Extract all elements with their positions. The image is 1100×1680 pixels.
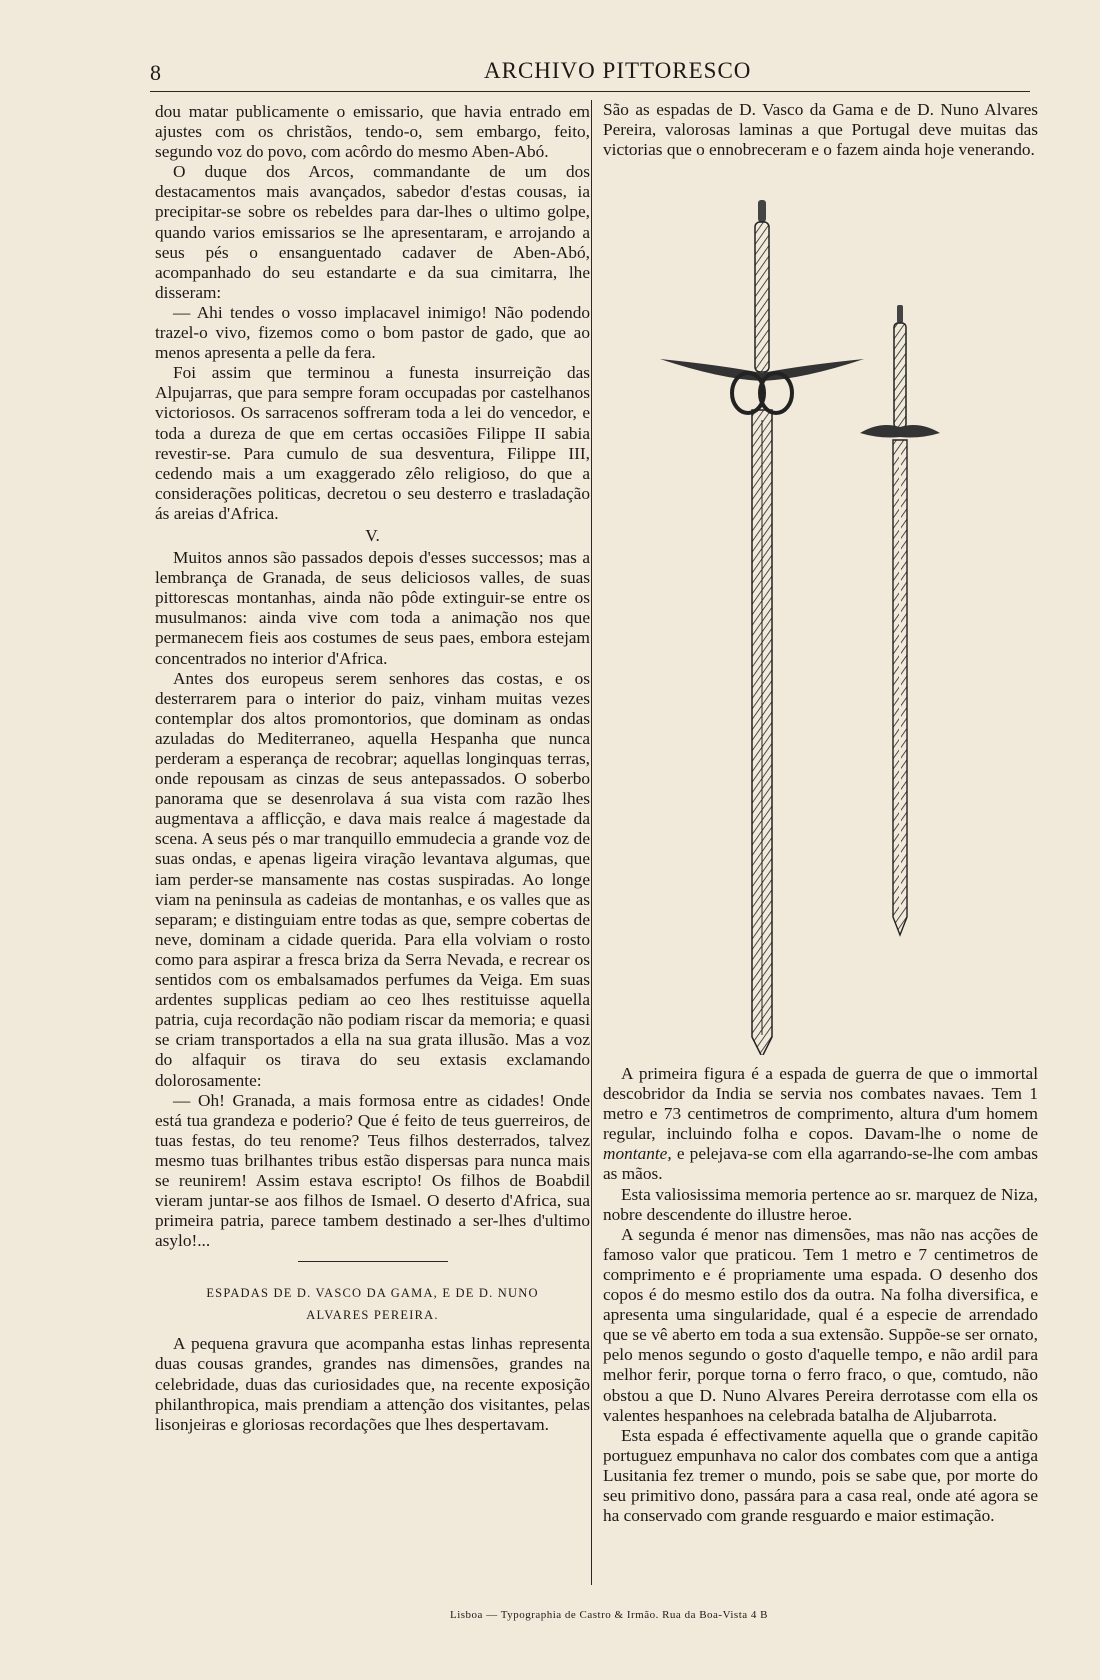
paragraph: dou matar publicamente o emissario, que havia entrado em ajustes com os christãos, tendo-o, sem embargo, feito, segundo voz do povo, com acôrdo do mesmo Aben-Abó. [155,102,590,162]
paragraph: São as espadas de D. Vasco da Gama e de D. Nuno Alvares Pereira, valorosas laminas a que Portugal deve muitas das victorias que o ennobreceram e o fazem ainda hoje venerando. [603,100,1038,160]
sword-nuno-alvares-pereira [860,305,940,935]
running-head: ARCHIVO PITTORESCO [484,58,752,83]
paragraph: — Ahi tendes o vosso implacavel inimigo! Não podendo trazel-o vivo, fizemos como o bom pastor de gado, que ao menos apresenta a pelle da fera. [155,302,590,363]
article-heading [155,1282,590,1326]
swords-engraving [650,195,990,1055]
page-number: 8 [150,60,161,85]
printer-imprint: Lisboa — Typographia de Castro & Irmão. Rua da Boa-Vista 4 B [450,1609,768,1621]
paragraph: O duque dos Arcos, commandante de um dos destacamentos mais avançados, sabedor d'estas cousas, ia precipitar-se sobre os rebeldes para dar-lhes o ultimo golpe, quando varios emissarios se lhe apresentaram, e arrojando a seus pés o ensanguentado cadaver de Aben-Abó, acompanhado do seu estandarte e da sua cimitarra, lhe disseram: [155,162,590,302]
paragraph: A pequena gravura que acompanha estas linhas representa duas cousas grandes, grandes nas dimensões, grandes na celebridade, duas das curiosidades que, na recente exposição philanthropica, mais prendiam a attenção dos visitantes, pelas lisonjeiras e gloriosas recordações que lhes despertavam. [155,1334,590,1434]
paragraph: Esta espada é effectivamente aquella que o grande capitão portuguez empunhava no calor dos combates com que a antiga Lusitania fez tremer o mundo, pois se sabe que, por morte do seu primitivo dono, passára para a casa real, onde até agora se ha conservado com grande resguardo e maior estimação. [603,1425,1038,1526]
paragraph: A segunda é menor nas dimensões, mas não nas acções de famoso valor que praticou. Tem 1 metro e 7 centimetros de comprimento e é propriamente uma espada. O desenho dos copos é do mesmo estilo dos da outra. Na folha diversifica, e apresenta uma singularidade, qual é a especie de arrendado que se vê aberto em toda a sua extensão. Suppõe-se ser ornato, pelo menos segundo o gosto d'aquelle tempo, e não ardil para melhor ferir, porque torna o ferro fraco, o que, comtudo, não obstou a que D. Nuno Alvares Pereira derrotasse com ella os valentes hespanhoes na celebrada batalha de Aljubarrota. [603,1224,1038,1425]
sword-vasco-da-gama [660,200,864,1055]
article-heading-line-1: ESPADAS DE D. VASCO DA GAMA, E DE D. NUNO [206,1286,539,1301]
article-heading-line-2: ALVARES PEREIRA. [306,1308,439,1323]
header-rule [150,91,1030,92]
paragraph-text: A primeira figura é a espada de guerra de que o immortal descobridor da India se servia nos combates navaes. Tem 1 metro e 73 centimetros de comprimento, altura d'um homem regular, incluindo folha e copos. Davam-lhe o nome de [603,1064,1038,1144]
paragraph [603,1064,1038,1185]
paragraph: Foi assim que terminou a funesta insurreição das Alpujarras, que para sempre foram occupadas por castelhanos victoriosos. Os sarracenos soffreram toda a lei do vencedor, e toda a dureza de que em certas occasiões Filippe II sabia revestir-se. Para cumulo de sua desventura, Filippe III, cedendo mais a um exaggerado zêlo religioso, do que a considerações politicas, decretou o seu desterro e trasladação ás areias d'Africa. [155,363,590,523]
left-column [155,102,590,1435]
section-number: V. [365,525,380,545]
paragraph: Antes dos europeus serem senhores das costas, e os desterrarem para o interior do paiz, vinham muitas vezes contemplar dos altos promontorios, que dominam as ondas azuladas do Mediterraneo, aquella Hespanha que nunca perderam a esperança de recobrar; aquellas longinquas terras, onde repousam as cinzas de seus antepassados. O soberbo panorama que se desenrolava á sua vista com razão lhes augmentava a afflicção, e dava mais realce á magestade da scena. A seus pés o mar tranquillo emmudecia a grande voz de suas ondas, e apenas ligeira viração levantava algumas, que iam perder-se mansamente nas costas suspiradas. Ao longe viam na peninsula as cadeias de montanhas, e os valles que as separam; e distinguiam entre todas as que, sempre cobertas de neve, dominam a cidade querida. Para ella volviam o rosto como para aspirar a fresca briza da Serra Nevada, e recrear os sentidos com os embalsamados perfumes da Veiga. Em suas ardentes supplicas pediam ao ceo lhes restituisse aquella patria, cuja recordação não podiam riscar da memoria; e quasi se criam transportados a ella na sua grata illusão. Mas a voz do alfaquir os tirava do seu extasis exclamando dolorosamente: [155,668,590,1090]
paragraph-text-italic: montante, [603,1144,672,1164]
section-end-rule [298,1261,448,1262]
right-column-bottom [603,1064,1038,1526]
paragraph: Esta valiosissima memoria pertence ao sr. marquez de Niza, nobre descendente do illustre heroe. [603,1184,1038,1224]
paragraph-text: e pelejava-se com ella agarrando-se-lhe com ambas as mãos. [603,1144,1038,1184]
paragraph: — Oh! Granada, a mais formosa entre as cidades! Onde está tua grandeza e poderio? Que é feito de teus guerreiros, de tuas festas, do teu renome? Teus filhos desterrados, talvez mesmo tuas brilhantes tribus estão dispersas para nunca mais se reunirem! Assim estava escripto! Os filhos de Boabdil vieram juntar-se aos filhos de Ismael. O deserto d'Africa, sua primeira patria, parece tambem destinado a ser-lhes d'ultimo asylo!... [155,1090,590,1251]
paragraph: Muitos annos são passados depois d'esses successos; mas a lembrança de Granada, de seus deliciosos valles, de suas pittorescas montanhas, ainda não pôde extinguir-se entre os musulmanos: ainda vive com toda a animação nos que permanecem fieis aos costumes de seus paes, embora estejam concentrados no interior d'Africa. [155,548,590,668]
column-divider [591,100,592,1585]
right-column-top [603,100,1038,160]
